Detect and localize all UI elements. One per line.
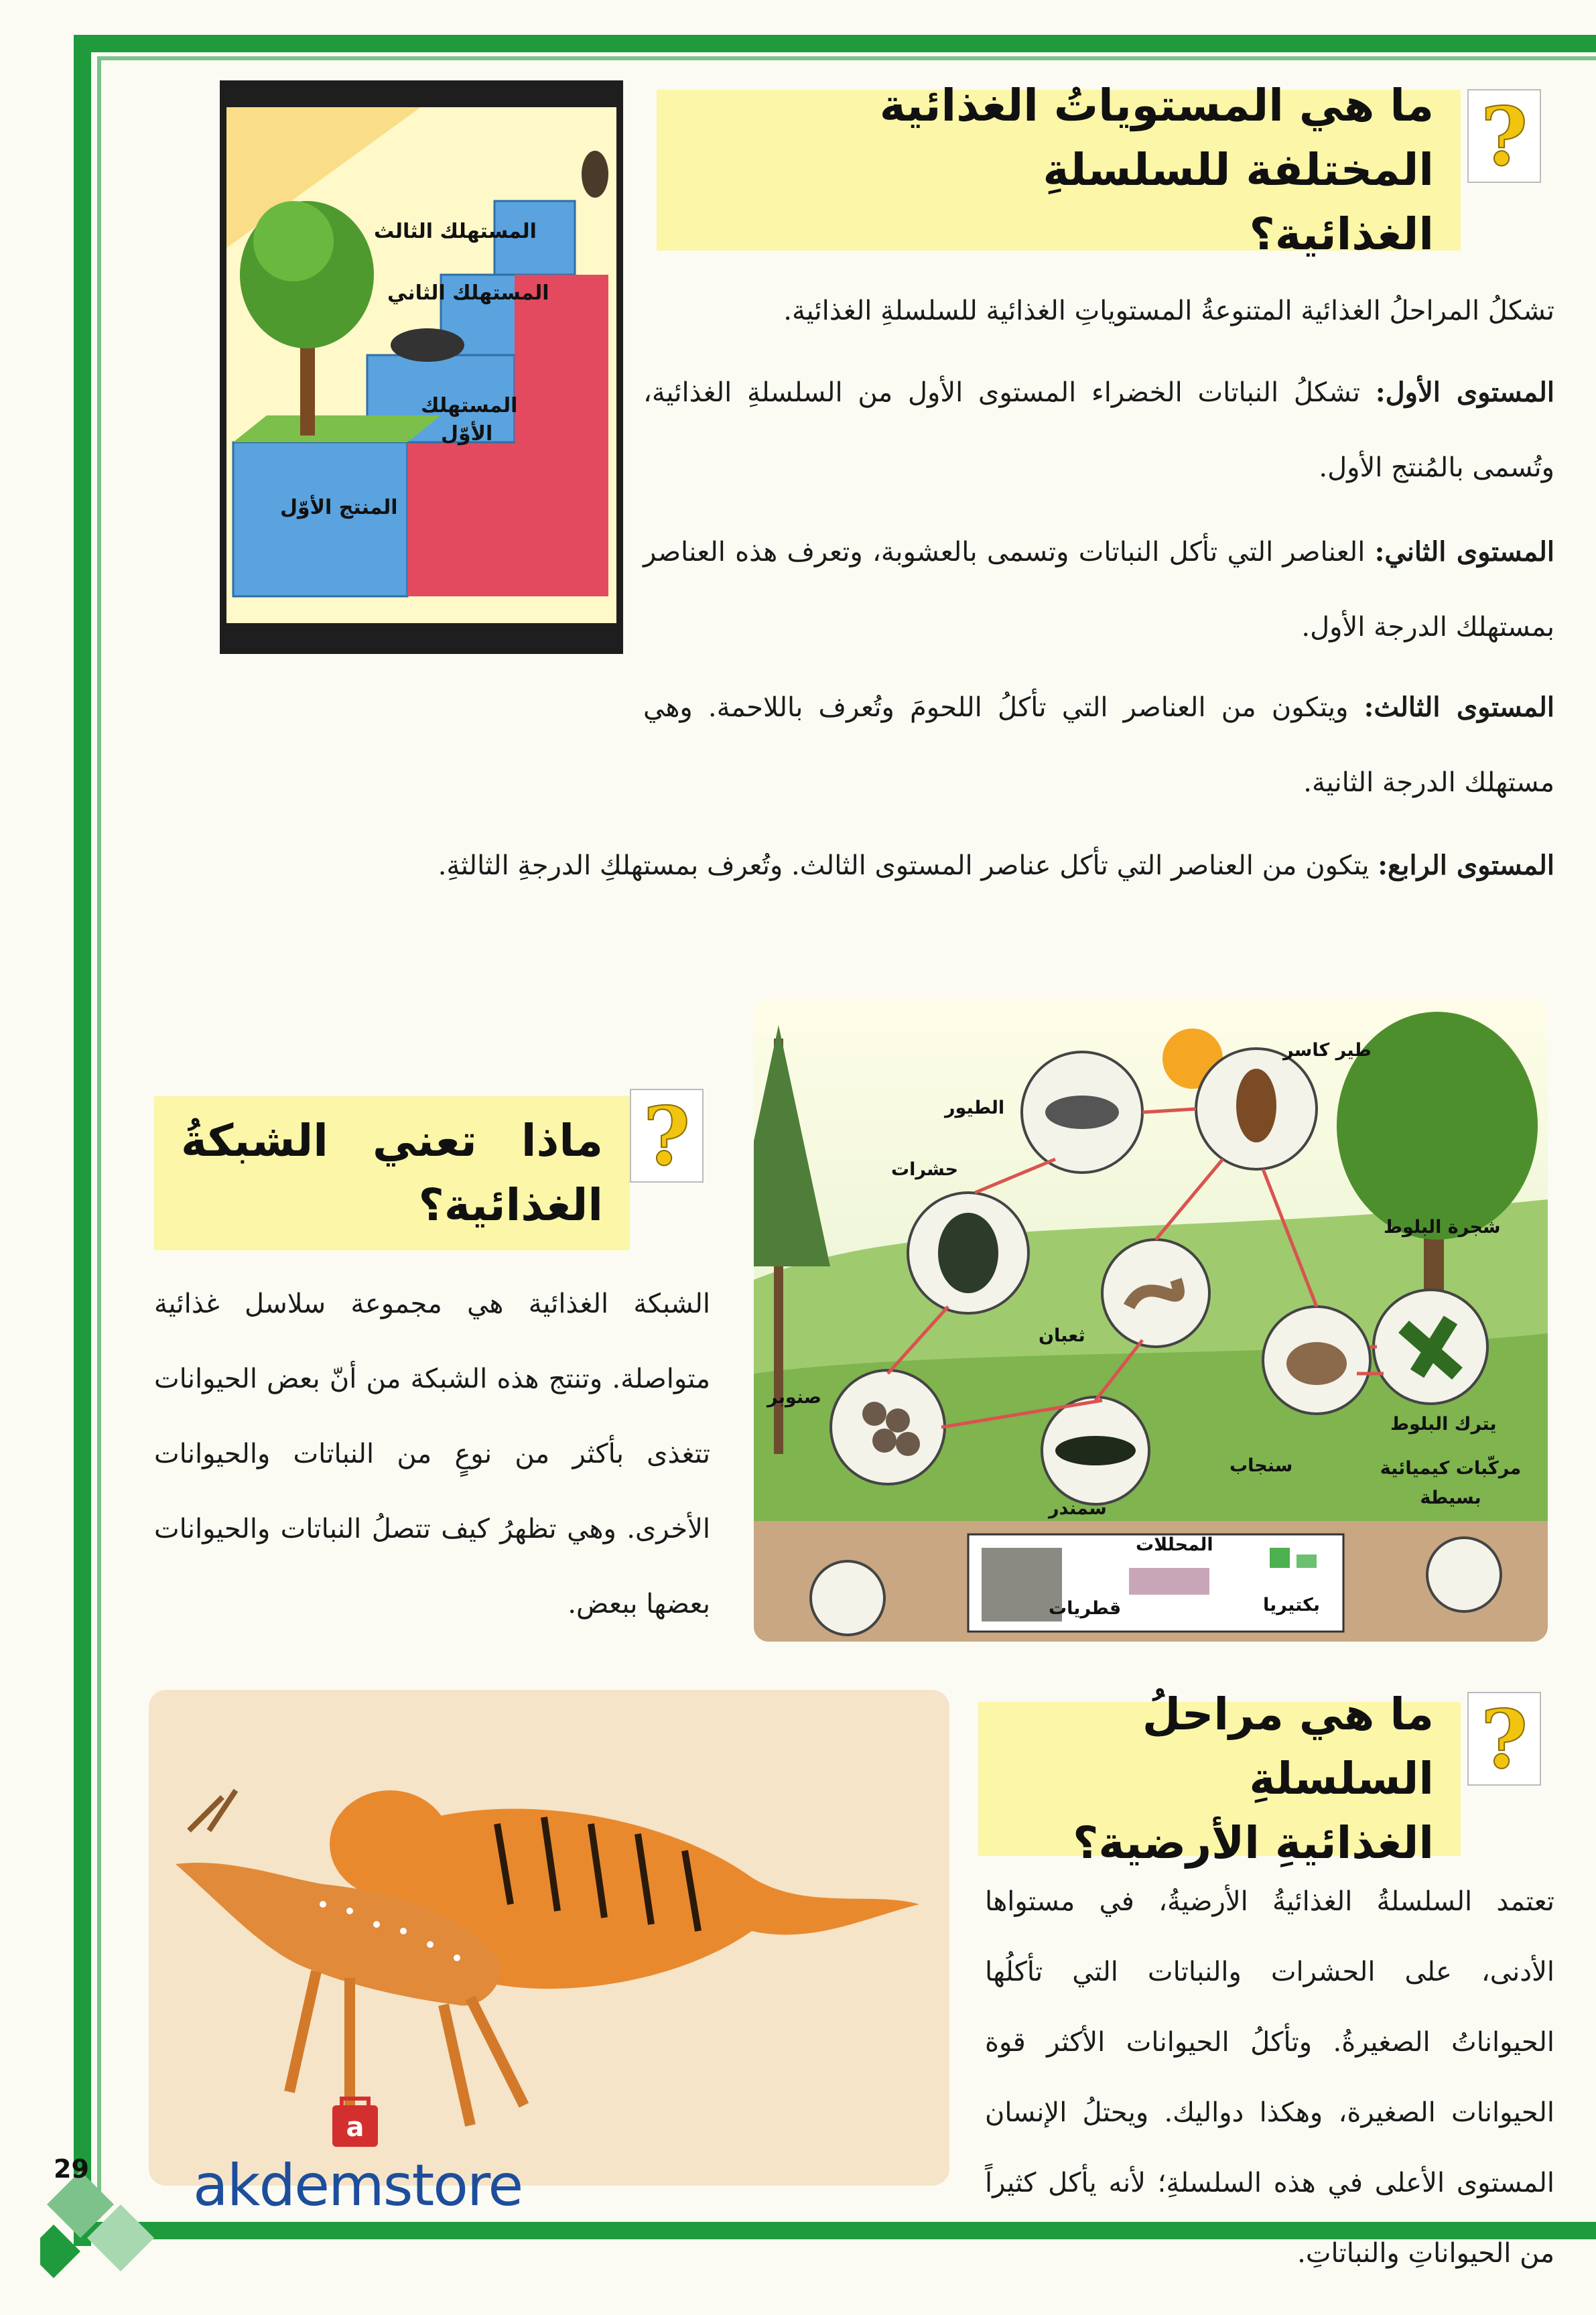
level1-text: تشكلُ النباتات الخضراء المستوى الأول من السلسلةِ الغذائية، وتُسمى بالمُنتج الأول. xyxy=(643,377,1554,483)
section1-heading xyxy=(657,80,1461,260)
level4-text: يتكون من العناصر التي تأكل عناصر المستوى الثالث. وتُعرف بمستهلكِ الدرجةِ الثالثةِ. xyxy=(438,850,1370,881)
level2-label: المستوى الثاني: xyxy=(1374,536,1555,568)
foodweb-label-bacteria: بكتيريا xyxy=(1263,1595,1320,1615)
foodweb-label-squirrel: سنجاب xyxy=(1229,1455,1293,1476)
frame-left-border xyxy=(74,35,91,2246)
foodweb-label-salamander: سمندر xyxy=(1049,1498,1107,1519)
trophic-pyramid-illustration xyxy=(220,80,623,654)
pyramid-label-consumer3: المستهلك الثالث xyxy=(374,220,537,243)
foodweb-label-decomposers: المحللات xyxy=(1136,1534,1213,1555)
section1-title-line1: ما هي المستوياتُ الغذائية المختلفة للسلسلةِ xyxy=(879,80,1434,196)
foodweb-label-pine: صنوبر xyxy=(767,1387,821,1408)
question-mark-icon-2 xyxy=(623,1085,710,1186)
svg-text:?: ? xyxy=(1480,90,1528,184)
section2-text: الشبكة الغذائية هي مجموعة سلاسل غذائية متواصلة. وتنتج هذه الشبكة من أنّ بعض الحيوانات تتغذى بأكثر من نوعٍ من النباتات والحيوانات الأخرى. وهي تظهرُ كيف تتصلُ النباتات والحيوانات بعضها ببعض. xyxy=(154,1288,710,1619)
foodweb-label-birds: الطيور xyxy=(945,1098,1005,1118)
section2-title-line2: الغذائية؟ xyxy=(418,1179,603,1231)
foodweb-label-insects: حشرات xyxy=(891,1159,959,1180)
section1-title-line2: الغذائية؟ xyxy=(1249,208,1434,260)
section1-level1 xyxy=(643,355,1554,505)
foodweb-label-fungi: قطريات xyxy=(1049,1598,1122,1619)
frame-top-border xyxy=(74,35,1596,52)
pyramid-label-consumer1-a: المستهلك xyxy=(421,394,518,417)
brand-logo-icon xyxy=(328,2096,382,2149)
section2-title-word2: تعني xyxy=(373,1115,477,1167)
section2-title-word3: الشبكةُ xyxy=(181,1115,328,1167)
question-mark-icon-3 xyxy=(1461,1689,1548,1789)
tiger-deer-illustration xyxy=(149,1690,949,2186)
pyramid-label-consumer1-b: الأوّل xyxy=(441,422,493,446)
section1-intro: تشكلُ المراحلُ الغذائية المتنوعةُ المستوياتِ الغذائية للسلسلةِ الغذائية. xyxy=(783,295,1554,326)
frame-inner-top-line xyxy=(97,56,1596,60)
level1-label: المستوى الأول: xyxy=(1375,377,1554,408)
foodweb-label-hawk: طير كاسر xyxy=(1283,1040,1372,1061)
svg-text:?: ? xyxy=(643,1089,691,1184)
brand-wordmark: akdemstore xyxy=(193,2152,523,2219)
pyramid-label-producer: المنتج الأوّل xyxy=(280,496,398,519)
section1-level4 xyxy=(335,828,1554,903)
section1-level2 xyxy=(643,515,1554,665)
section3-title-line2: الغذائيةِ الأرضية؟ xyxy=(1073,1816,1434,1869)
page-number: 29 xyxy=(54,2154,89,2184)
level4-label: المستوى الرابع: xyxy=(1378,850,1554,881)
section3-title-line1: ما هي مراحلُ السلسلةِ xyxy=(1142,1689,1434,1805)
foodweb-label-oak-leaves: يترك البلوط xyxy=(1390,1414,1497,1435)
section2-title-word1: ماذا xyxy=(521,1115,603,1167)
level2-text: العناصر التي تأكل النباتات وتسمى بالعشوبة، وتعرف هذه العناصر بمستهلك الدرجة الأول. xyxy=(643,537,1554,643)
section3-heading xyxy=(978,1689,1461,1869)
foodweb-label-oak-tree: شجرة البلوط xyxy=(1384,1217,1501,1238)
foodweb-label-chemicals: مركّبات كيميائية بسيطة xyxy=(1380,1458,1522,1508)
section2-title-line1 xyxy=(181,1109,603,1173)
food-web-illustration xyxy=(754,998,1548,1642)
level3-text: ويتكون من العناصر التي تأكلُ اللحومَ وتُعرف باللاحمة. وهي مستهلك الدرجة الثانية. xyxy=(643,692,1554,798)
section2-heading xyxy=(154,1096,630,1250)
section3-text: تعتمد السلسلةُ الغذائيةُ الأرضيةُ، في مستواها الأدنى، على الحشرات والنباتات التي تأكلُها الحيواناتُ الصغيرةُ. وتأكلُ الحيوانات الأكثر قوة الحيوانات الصغيرة، وهكذا دواليك. ويحتلُ الإنسان المستوى الأعلى في هذه السلسلةِ؛ لأنه يأكل كثيراً من الحيواناتِ والنباتاتِ. xyxy=(985,1886,1554,2269)
brand-logo-letter: a xyxy=(346,2112,364,2143)
frame-inner-left-line xyxy=(97,56,101,2218)
svg-text:?: ? xyxy=(1480,1693,1528,1787)
question-mark-icon xyxy=(1461,86,1548,186)
level3-label: المستوى الثالث: xyxy=(1364,691,1554,723)
section1-level3 xyxy=(643,670,1554,820)
pyramid-label-consumer2: المستهلك الثاني xyxy=(387,281,549,305)
foodweb-label-snake: ثعبان xyxy=(1039,1325,1085,1346)
